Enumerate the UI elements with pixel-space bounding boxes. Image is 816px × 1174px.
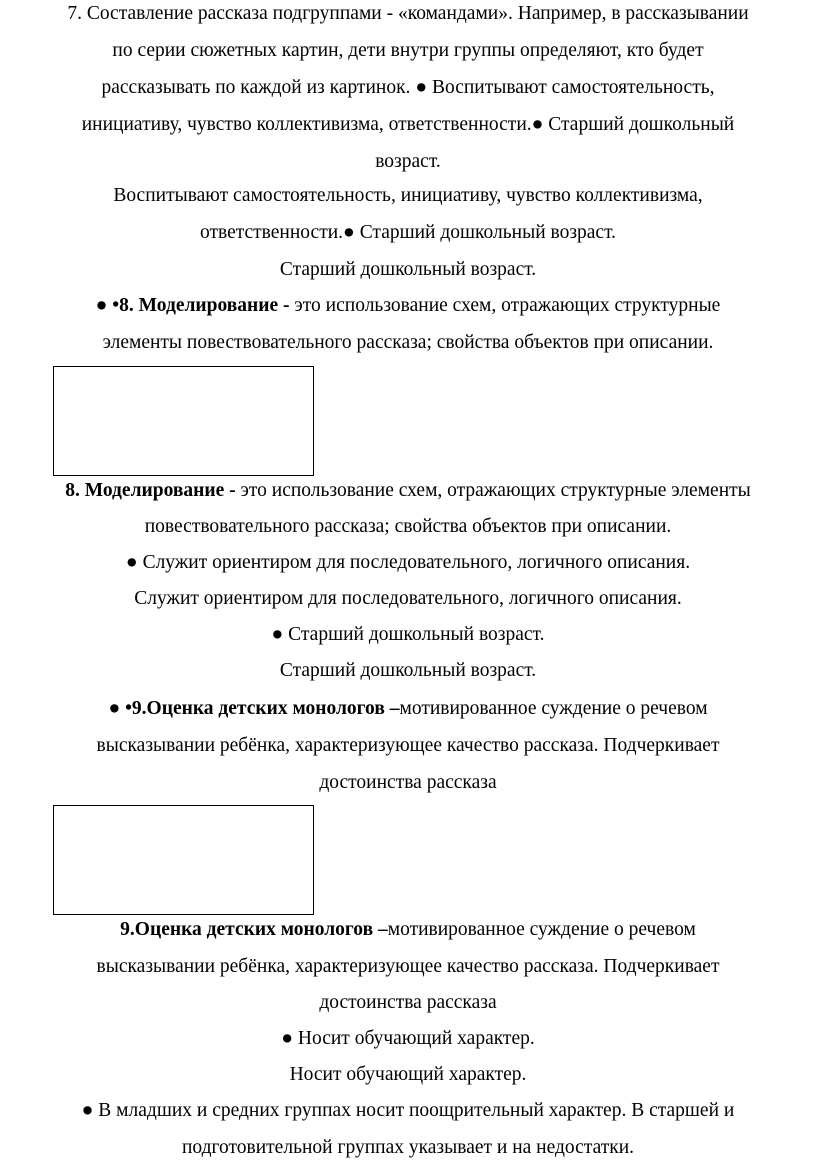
s7-line-5: возраст. (375, 151, 441, 172)
s9-point-1-plain: Носит обучающий характер. (289, 1064, 527, 1085)
s8-title: 8. Моделирование - (119, 295, 290, 316)
s9-heading-line: ● •9.Оценка детских монологов –мотивированное суждение о речевом (108, 698, 708, 719)
s9-point-2-line-1: ● В младших и средних группах носит поощрительный характер. В старшей и (81, 1100, 735, 1121)
s8-point-1-plain: Служит ориентиром для последовательного, логичного описания. (134, 588, 682, 609)
s9-title: 9.Оценка детских монологов – (131, 698, 400, 719)
s7-line-1: 7. Составление рассказа подгруппами - «командами». Например, в рассказывании (67, 3, 749, 24)
s8-line-2: элементы повествовательного рассказа; свойства объектов при описании. (102, 332, 714, 353)
s8-heading-line: ● •8. Моделирование - это использование схем, отражающих структурные (95, 295, 721, 316)
bullet-icon: ● (281, 1028, 294, 1049)
s8-full-line-2: повествовательного рассказа; свойства объектов при описании. (144, 516, 672, 537)
s9-full-line-1: 9.Оценка детских монологов –мотивированное суждение о речевом (120, 919, 696, 940)
bullet-icon: ● (81, 1100, 94, 1121)
s7-line-7: ответственности.● Старший дошкольный возраст. (199, 222, 617, 243)
image-placeholder-2 (53, 805, 314, 915)
bullet-icon: ● (125, 552, 138, 573)
s9-point-1: ● Носит обучающий характер. (281, 1028, 535, 1049)
bullet-icon: ● (271, 624, 284, 645)
s8-point-2-plain: Старший дошкольный возраст. (279, 660, 537, 681)
s9-full-line-3: достоинства рассказа (319, 992, 497, 1013)
s8-full-title: 8. Моделирование - (65, 480, 236, 501)
bullet-icon: ● (343, 222, 355, 243)
bullet-icon: ● (531, 114, 544, 135)
s7-line-3: рассказывать по каждой из картинок. ● Воспитывают самостоятельность, (101, 77, 715, 98)
bullet-icon: ● (108, 698, 121, 719)
s9-point-2-line-2: подготовительной группах указывает и на недостатки. (181, 1137, 635, 1158)
s9-line-2: высказывании ребёнка, характеризующее качество рассказа. Подчеркивает (96, 735, 720, 756)
s8-full-line-1: 8. Моделирование - это использование схем, отражающих структурные элементы (65, 480, 751, 501)
s7-line-6: Воспитывают самостоятельность, инициативу, чувство коллективизма, (113, 185, 703, 206)
s8-point-1: ● Служит ориентиром для последовательного, логичного описания. (125, 552, 691, 573)
s7-line-4: инициативу, чувство коллективизма, ответственности.● Старший дошкольный (81, 114, 735, 135)
s7-line-2: по серии сюжетных картин, дети внутри группы определяют, кто будет (112, 40, 704, 61)
s7-line-8: Старший дошкольный возраст. (279, 259, 537, 280)
s9-full-title: 9.Оценка детских монологов – (120, 919, 388, 940)
bullet-icon: ● (95, 295, 108, 316)
bullet-icon: ● (415, 77, 428, 98)
s8-point-2: ● Старший дошкольный возраст. (271, 624, 545, 645)
image-placeholder-1 (53, 366, 314, 476)
s9-line-3: достоинства рассказа (319, 772, 497, 793)
s9-full-line-2: высказывании ребёнка, характеризующее качество рассказа. Подчеркивает (96, 956, 720, 977)
